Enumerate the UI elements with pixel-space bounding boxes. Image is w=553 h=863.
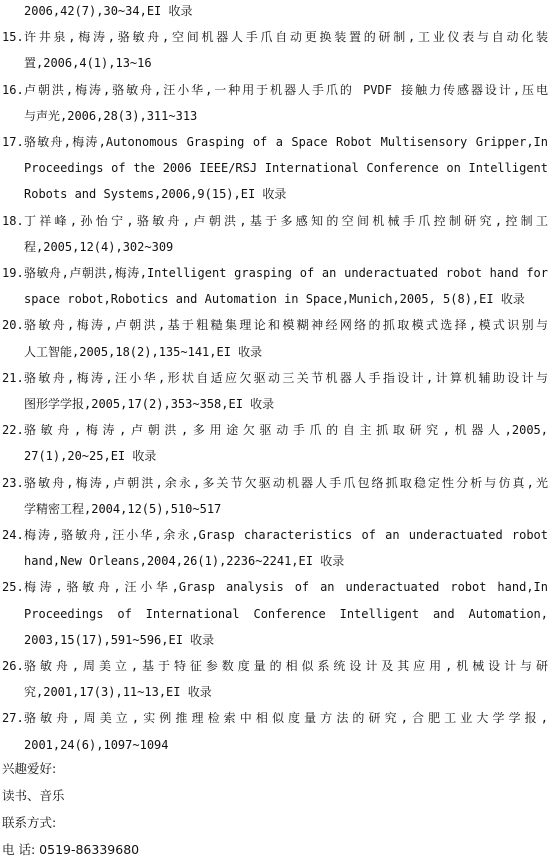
reference-number: 25. xyxy=(2,580,24,595)
reference-line: 骆敏舟,梅涛,卢朝洪,基于粗糙集理论和模糊神经网络的抓取模式选择,模式识别与 xyxy=(24,318,548,333)
reference-number: 26. xyxy=(2,659,24,673)
reference-line: 图形学学报,2005,17(2),353~358,EI 收录 xyxy=(24,397,275,411)
reference-line: 程,2005,12(4),302~309 xyxy=(24,239,174,254)
reference-line: 骆敏舟,梅涛,卢朝洪,多用途欠驱动手爪的自主抓取研究,机器人,2005, xyxy=(24,423,548,438)
reference-line: 骆敏舟,卢朝洪,梅涛,Intelligent grasping of an underactuated robot hand for xyxy=(24,266,548,280)
reference-number: 20. xyxy=(2,318,24,333)
contact-label: 联系方式: xyxy=(2,815,57,830)
reference-line: Robots and Systems,2006,9(15),EI 收录 xyxy=(24,187,287,202)
reference-line: 骆敏舟,周美立,实例推理检索中相似度量方法的研究,合肥工业大学学报, xyxy=(24,711,548,726)
reference-number: 24. xyxy=(2,528,24,542)
reference-number: 16. xyxy=(2,82,24,97)
reference-line: 骆敏舟,梅涛,卢朝洪,余永,多关节欠驱动机器人手爪包络抓取稳定性分析与仿真,光 xyxy=(24,475,548,490)
reference-number: 17. xyxy=(2,135,24,149)
reference-line: 置,2006,4(1),13~16 xyxy=(24,56,152,71)
reference-number: 15. xyxy=(2,30,24,45)
reference-number: 21. xyxy=(2,370,24,385)
reference-line: 梅涛,骆敏舟,汪小华,余永,Grasp characteristics of an underactuated robot xyxy=(24,528,548,542)
reference-line: 许井泉,梅涛,骆敏舟,空间机器人手爪自动更换装置的研制,工业仪表与自动化装 xyxy=(24,30,548,45)
reference-number: 27. xyxy=(2,711,24,726)
reference-line: 骆敏舟,梅涛,Autonomous Grasping of a Space Robot Multisensory Gripper,In xyxy=(24,135,548,149)
reference-number: 22. xyxy=(2,423,24,438)
reference-number: 19. xyxy=(2,266,24,280)
reference-line: 学精密工程,2004,12(5),510~517 xyxy=(24,501,222,516)
reference-line: 2003,15(17),591~596,EI 收录 xyxy=(24,632,215,647)
reference-line: 丁祥峰,孙怡宁,骆敏舟,卢朝洪,基于多感知的空间机械手爪控制研究,控制工 xyxy=(24,213,548,228)
reference-number: 18. xyxy=(2,213,24,228)
reference-line: Proceedings of International Conference Intelligent and Automation, xyxy=(24,606,548,621)
reference-line: 2006,42(7),30~34,EI 收录 xyxy=(24,4,193,18)
reference-line: 2001,24(6),1097~1094 xyxy=(24,737,169,752)
reference-line: 梅涛,骆敏舟,汪小华,Grasp analysis of an underactuated robot hand,In xyxy=(24,580,548,595)
reference-line: 骆敏舟,周美立,基于特征参数度量的相似系统设计及其应用,机械设计与研 xyxy=(24,659,548,673)
reference-line: 与声光,2006,28(3),311~313 xyxy=(24,108,198,123)
phone-line: 电 话: 0519-86339680 xyxy=(2,842,140,857)
reference-number: 23. xyxy=(2,475,24,490)
reference-line: hand,New Orleans,2004,26(1),2236~2241,EI 收录 xyxy=(24,554,345,569)
reference-line: 人工智能,2005,18(2),135~141,EI 收录 xyxy=(24,344,263,359)
reference-line: space robot,Robotics and Automation in Space,Munich,2005, 5(8),EI 收录 xyxy=(24,292,525,307)
reference-line: 27(1),20~25,EI 收录 xyxy=(24,449,157,464)
reference-line: 卢朝洪,梅涛,骆敏舟,汪小华,一种用于机器人手爪的 PVDF 接触力传感器设计,压电 xyxy=(24,82,548,97)
hobbies-value: 读书、音乐 xyxy=(2,788,65,803)
reference-line: 究,2001,17(3),11~13,EI 收录 xyxy=(24,685,212,700)
reference-line: Proceedings of the 2006 IEEE/RSJ International Conference on Intelligent xyxy=(24,161,548,176)
reference-line: 骆敏舟,梅涛,汪小华,形状自适应欠驱动三关节机器人手指设计,计算机辅助设计与 xyxy=(24,370,548,385)
hobbies-label: 兴趣爱好: xyxy=(2,761,57,776)
